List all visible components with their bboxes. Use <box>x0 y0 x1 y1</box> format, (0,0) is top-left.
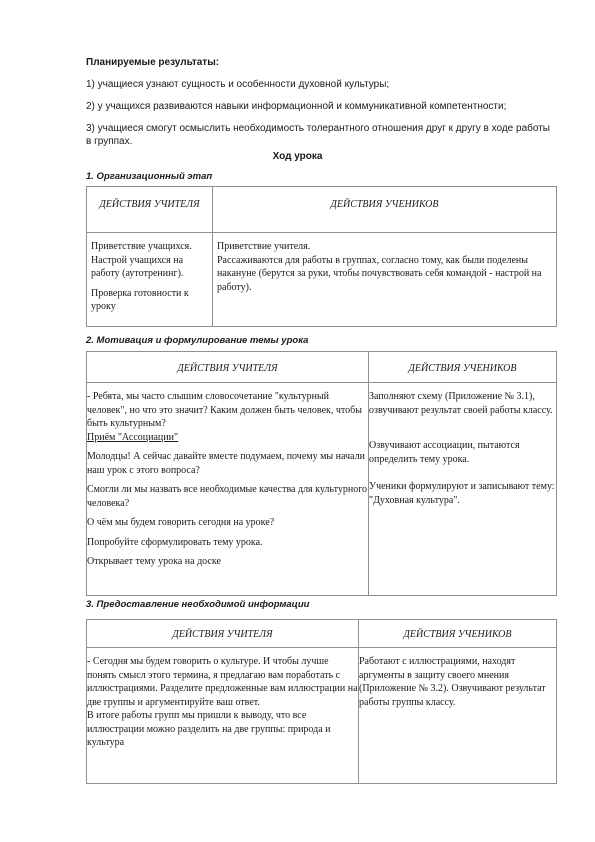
teacher-action-text: О чём мы будем говорить сегодня на уроке? <box>87 517 275 528</box>
teacher-action-text: Молодцы! А сейчас давайте вместе подумаем, почему мы начали наш урок с этого вопроса? <box>87 451 365 476</box>
teacher-action-text: Попробуйте сформулировать тему урока. <box>87 536 263 548</box>
teacher-header-cell <box>87 187 213 233</box>
teacher-action-text: Открывает тему урока на доске <box>87 556 221 567</box>
student-actions-cell <box>369 383 557 596</box>
student-header: ДЕЙСТВИЯ УЧЕНИКОВ <box>330 199 439 210</box>
stage-3-table <box>86 619 557 784</box>
stage-2-title: 2. Мотивация и формулирование темы урока <box>86 335 309 346</box>
student-action-text: Работают с иллюстрациями, находят аргументы в защиту своего мнения (Приложение № 3.2). Озвучивают результат работы группы классу. <box>359 656 546 708</box>
student-action-text: Озвучивают ассоциации, пытаются определить тему урока. <box>369 440 520 465</box>
student-header-cell <box>359 620 557 648</box>
course-title: Ход урока <box>272 151 323 162</box>
planned-result-item-3: 3) учащиеся смогут осмыслить необходимость толерантного отношения друг к другу в ходе работы в группах. <box>86 123 550 147</box>
teacher-header: ДЕЙСТВИЯ УЧИТЕЛЯ <box>177 363 278 374</box>
table-header-row <box>87 352 557 383</box>
teacher-header: ДЕЙСТВИЯ УЧИТЕЛЯ <box>99 199 200 210</box>
student-action-text: Рассаживаются для работы в группах, согласно тому, как были поделены накануне (берутся за руки, чтобы почувствовать себя командой - настрой на работу). <box>217 254 542 293</box>
stage-1-table <box>86 186 557 327</box>
stage-2-table <box>86 351 557 596</box>
planned-results-section <box>86 56 556 157</box>
student-header-cell <box>369 352 557 383</box>
teacher-header-cell <box>87 352 369 383</box>
teacher-action-text: - Сегодня мы будем говорить о культуре. И чтобы лучше понять смысл этого термина, я предлагаю вам поработать с иллюстрациями. Разделите предложенные вам иллюстрации на две группы и аргументируйте ваш ответ. <box>87 656 358 708</box>
teacher-action-text: Проверка готовности к уроку <box>91 287 189 312</box>
student-action-text: Ученики формулируют и записывают тему: "Духовная культура". <box>369 481 555 506</box>
teacher-actions-cell <box>87 648 359 784</box>
planned-results-title: Планируемые результаты: <box>86 57 220 68</box>
table-row <box>87 383 557 596</box>
teacher-action-text: В итоге работы групп мы пришли к выводу, что все иллюстрации можно разделить на две группы: природа и культура <box>87 710 331 748</box>
table-row <box>87 233 557 327</box>
teacher-action-text: Смогли ли мы назвать все необходимые качества для культурного человека? <box>87 484 368 509</box>
planned-result-item-1: 1) учащиеся узнают сущность и особенности духовной культуры; <box>86 79 390 90</box>
student-header: ДЕЙСТВИЯ УЧЕНИКОВ <box>408 363 517 374</box>
planned-result-item-2: 2) у учащихся развиваются навыки информационной и коммуникативной компетентности; <box>86 101 507 112</box>
teacher-header: ДЕЙСТВИЯ УЧИТЕЛЯ <box>172 629 273 640</box>
teacher-header-cell <box>87 620 359 648</box>
teacher-actions-cell <box>87 383 369 596</box>
student-actions-cell <box>213 233 557 327</box>
student-header: ДЕЙСТВИЯ УЧЕНИКОВ <box>403 629 512 640</box>
stage-3-title: 3. Предоставление необходимой информации <box>86 599 310 610</box>
table-header-row <box>87 187 557 233</box>
stage-1-title: 1. Организационный этап <box>86 171 213 182</box>
teacher-actions-cell <box>87 233 213 327</box>
table-header-row <box>87 620 557 648</box>
student-action-text: Приветствие учителя. <box>217 241 311 252</box>
student-actions-cell <box>359 648 557 784</box>
student-action-text: Заполняют схему (Приложение № 3.1), озвучивают результат своей работы классу. <box>369 391 553 416</box>
student-header-cell <box>213 187 557 233</box>
technique-label: Приём "Ассоциации" <box>87 431 179 443</box>
teacher-action-text: - Ребята, мы часто слышим словосочетание "культурный человек", но что это значит? Каким должен быть человек, чтобы быть культурным? <box>87 391 362 429</box>
table-row <box>87 648 557 784</box>
teacher-action-text: Приветствие учащихся. Настрой учащихся на работу (аутотренинг). <box>91 241 192 279</box>
